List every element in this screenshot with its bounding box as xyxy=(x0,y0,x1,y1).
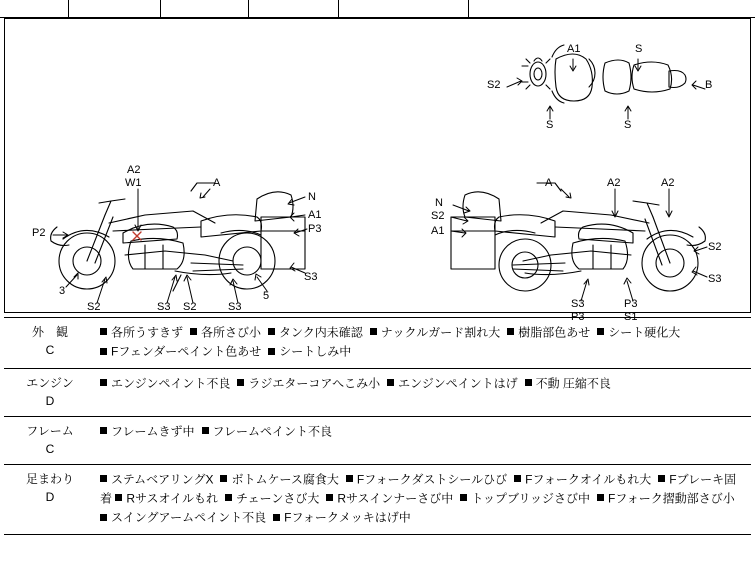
condition-item: ナックルガード割れ大 xyxy=(370,325,500,339)
grade-label: D xyxy=(45,489,55,504)
diagram-label: S1 xyxy=(624,311,638,323)
bullet-square-icon xyxy=(387,379,394,386)
diagram-label: S3 xyxy=(708,273,722,285)
condition-item: トップブリッジさび中 xyxy=(460,491,590,505)
diagram-label: S xyxy=(546,119,554,131)
diagram-label: S3 xyxy=(157,301,171,313)
bullet-square-icon xyxy=(100,328,107,335)
bullet-square-icon xyxy=(220,475,227,482)
diagram-label: A2 xyxy=(661,177,675,189)
table-row xyxy=(4,368,751,416)
category-cell xyxy=(4,368,96,416)
bullet-square-icon xyxy=(100,348,107,355)
diagram-label: S3 xyxy=(304,271,318,283)
condition-item: フレームペイント不良 xyxy=(202,424,333,438)
strip-divider xyxy=(468,0,469,18)
diagram-label: S2 xyxy=(487,79,501,91)
diagram-label: S3 xyxy=(228,301,242,313)
bullet-square-icon xyxy=(346,475,353,482)
diagram-label: S3 xyxy=(571,298,585,310)
bullet-square-icon xyxy=(100,427,107,434)
condition-item: ラジエターコアへこみ小 xyxy=(237,376,380,390)
condition-item: 各所さび小 xyxy=(190,325,261,339)
condition-item: Fブレーキ固着 xyxy=(100,471,737,506)
diagram-label: S2 xyxy=(431,210,445,222)
damage-diagram-panel xyxy=(4,18,751,323)
category-label: 足まわり xyxy=(25,471,74,486)
bullet-square-icon xyxy=(597,328,604,335)
condition-item: Rサスインナーさび中 xyxy=(326,491,453,505)
category-label: フレーム xyxy=(26,423,74,438)
condition-item: チェーンさび大 xyxy=(225,491,319,505)
strip-divider xyxy=(160,0,161,18)
diagram-label: P3 xyxy=(571,311,585,323)
bullet-square-icon xyxy=(525,379,532,386)
bullet-square-icon xyxy=(460,494,467,501)
diagram-label: A xyxy=(213,177,221,189)
condition-item: シート硬化大 xyxy=(597,325,680,339)
category-label: 外 観 xyxy=(31,325,68,339)
diagram-label: N xyxy=(308,191,316,203)
condition-table xyxy=(4,317,751,535)
condition-item: 不動 圧縮不良 xyxy=(525,376,611,390)
items-cell xyxy=(96,368,751,416)
condition-item: Rサスオイルもれ xyxy=(115,491,218,505)
condition-item: スイングアームペイント不良 xyxy=(100,510,266,524)
diagram-label: A xyxy=(545,177,553,189)
bullet-square-icon xyxy=(268,328,275,335)
category-cell xyxy=(4,318,96,369)
diagram-label: A1 xyxy=(567,43,581,55)
condition-item: Fフォークダストシールひび xyxy=(346,472,507,486)
damage-mark xyxy=(133,232,141,240)
bullet-square-icon xyxy=(597,494,604,501)
diagram-label: P2 xyxy=(32,227,46,239)
bullet-square-icon xyxy=(190,328,197,335)
bullet-square-icon xyxy=(202,427,209,434)
condition-item: 各所うすきず xyxy=(100,325,183,339)
condition-item: Fフォーク摺動部さび小 xyxy=(597,491,735,505)
diagram-label: S2 xyxy=(183,301,197,313)
condition-item: Fフェンダーペイント色あせ xyxy=(100,344,261,358)
strip-divider xyxy=(248,0,249,18)
diagram-label: A1 xyxy=(431,225,445,237)
grade-label: C xyxy=(45,343,55,357)
diagram-label: N xyxy=(435,197,443,209)
condition-item: フレームきず中 xyxy=(100,424,195,438)
items-cell xyxy=(96,464,751,534)
diagram-label: A2 xyxy=(607,177,621,189)
bullet-square-icon xyxy=(370,328,377,335)
bullet-square-icon xyxy=(507,328,514,335)
items-cell xyxy=(96,318,751,369)
diagram-label: S2 xyxy=(708,241,722,253)
diagram-label: 3 xyxy=(59,285,66,297)
diagram-label: A2 xyxy=(127,164,141,176)
bullet-square-icon xyxy=(514,475,521,482)
bullet-square-icon xyxy=(115,494,122,501)
bullet-square-icon xyxy=(100,379,107,386)
diagram-label: S xyxy=(624,119,632,131)
bullet-square-icon xyxy=(268,348,275,355)
condition-item: 樹脂部色あせ xyxy=(507,325,590,339)
top-view-drawing xyxy=(522,45,686,103)
table-row xyxy=(4,416,751,464)
condition-item: エンジンペイント不良 xyxy=(100,376,230,390)
condition-item: ステムベアリングX xyxy=(100,472,213,486)
condition-item: タンク内未確認 xyxy=(268,325,363,339)
category-cell xyxy=(4,464,96,534)
bullet-square-icon xyxy=(326,494,333,501)
right-side-view-drawing xyxy=(451,183,705,291)
diagram-label: W1 xyxy=(125,177,142,189)
strip-divider xyxy=(68,0,69,18)
bullet-square-icon xyxy=(100,475,107,482)
top-table-strip xyxy=(0,0,755,18)
grade-label: C xyxy=(45,441,55,456)
condition-item: ボトムケース腐食大 xyxy=(220,472,338,486)
diagram-label: S2 xyxy=(87,301,101,313)
grade-label: D xyxy=(45,393,55,408)
left-side-view-drawing xyxy=(51,183,305,291)
table-row xyxy=(4,464,751,534)
category-label: エンジン xyxy=(26,375,74,390)
diagram-label: 5 xyxy=(263,290,270,302)
table-row xyxy=(4,318,751,369)
condition-item: Fフォークオイルもれ大 xyxy=(514,472,651,486)
motorcycle-diagrams xyxy=(5,19,750,312)
condition-item: シートしみ中 xyxy=(268,344,351,358)
bullet-square-icon xyxy=(225,494,232,501)
category-cell xyxy=(4,416,96,464)
strip-divider xyxy=(338,0,339,18)
diagram-label: B xyxy=(705,79,713,91)
diagram-label: P3 xyxy=(624,298,638,310)
diagram-label: S xyxy=(635,43,643,55)
bullet-square-icon xyxy=(658,475,665,482)
condition-item: Fフォークメッキはげ中 xyxy=(273,510,411,524)
bullet-square-icon xyxy=(273,514,280,521)
diagram-label: P3 xyxy=(308,223,322,235)
bullet-square-icon xyxy=(237,379,244,386)
items-cell xyxy=(96,416,751,464)
condition-item: エンジンペイントはげ xyxy=(387,376,517,390)
bullet-square-icon xyxy=(100,514,107,521)
diagram-label: A1 xyxy=(308,209,322,221)
